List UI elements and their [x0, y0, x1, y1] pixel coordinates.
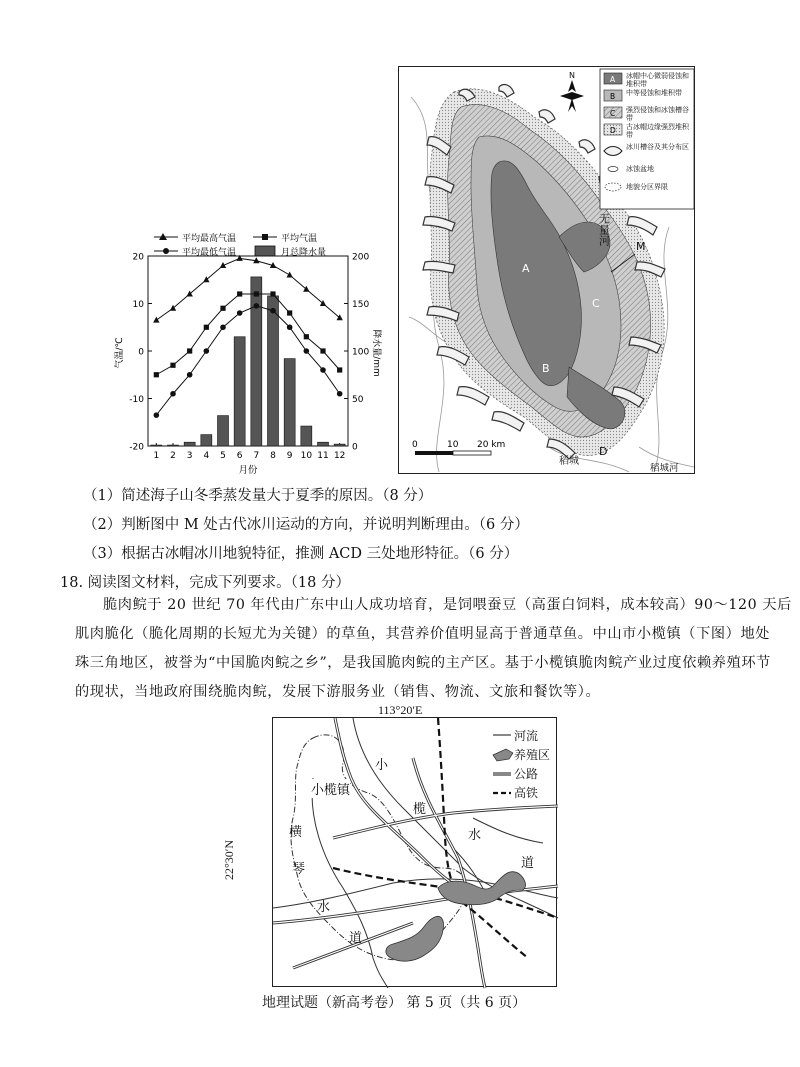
- chart-legend: [154, 232, 326, 258]
- town-map-legend: [493, 735, 513, 793]
- latitude-label: 22°30′N: [222, 839, 236, 880]
- precip-bar: [251, 277, 262, 446]
- month-tick-label: 6: [236, 451, 243, 461]
- temp-lines: [153, 255, 343, 418]
- north-arrow-icon: [560, 71, 584, 112]
- label-a: A: [522, 262, 530, 275]
- temp-point: [204, 325, 209, 330]
- temp-point: [187, 372, 193, 378]
- month-tick-label: 10: [300, 451, 313, 461]
- question-18-material: [75, 591, 792, 707]
- left-tick-label: 20: [132, 252, 144, 263]
- month-tick-label: 11: [317, 451, 329, 461]
- label-river-2: 稻城河: [650, 463, 679, 474]
- temp-point: [170, 391, 176, 397]
- precip-bar: [234, 337, 245, 446]
- svg-text:N: N: [569, 71, 575, 80]
- month-tick-label: 8: [270, 451, 276, 461]
- x-axis-label: 月份: [238, 465, 258, 476]
- right-tick-label: 200: [352, 252, 370, 263]
- temp-point: [286, 272, 292, 278]
- river-label-xl-2: 榄: [413, 802, 427, 817]
- precip-bar: [201, 435, 212, 446]
- temp-line: [156, 306, 339, 415]
- precip-bar: [151, 445, 162, 446]
- temp-point: [186, 291, 192, 297]
- temp-point: [303, 286, 309, 292]
- precip-bar: [218, 416, 229, 446]
- temp-point: [254, 303, 260, 309]
- temp-point: [270, 291, 275, 296]
- question-2: （2）判断图中 M 处古代冰川运动的方向，并说明判断理由。（6 分）: [83, 517, 529, 533]
- left-tick-label: -20: [129, 442, 144, 453]
- svg-text:D: D: [610, 126, 616, 135]
- climate-chart: [108, 225, 381, 485]
- right-tick-label: 100: [352, 347, 370, 358]
- month-tick-label: 2: [170, 451, 176, 461]
- month-tick-label: 1: [153, 451, 160, 461]
- svg-text:20 km: 20 km: [477, 440, 506, 450]
- temp-point: [304, 334, 309, 339]
- temp-point: [187, 348, 192, 353]
- precip-bar: [284, 359, 295, 446]
- temp-point: [320, 348, 325, 353]
- temp-point: [337, 391, 343, 397]
- label-city: 稻城: [559, 456, 579, 467]
- temp-point: [153, 317, 159, 323]
- temp-point: [336, 314, 342, 320]
- legend-avg-temp: 平均气温: [281, 234, 318, 244]
- river-label-xl-4: 道: [521, 856, 535, 871]
- temp-point: [270, 308, 276, 314]
- map-legend-label-basin: 冰蚀盆地: [626, 165, 654, 173]
- temp-point: [320, 367, 326, 373]
- temp-point: [154, 372, 159, 377]
- right-tick-label: 0: [352, 442, 358, 453]
- y-axis-label-right: 降水量/mm: [371, 329, 381, 377]
- material-line-3: 珠三角地区，被誉为“中国脆肉鲩之乡”，是我国脆肉鲩的主产区。基于小榄镇脆肉鲩产业过度依赖养殖环节: [75, 655, 771, 671]
- page-footer: 地理试题（新高考卷） 第 5 页（共 6 页）: [262, 995, 527, 1011]
- left-tick-label: 10: [132, 300, 144, 310]
- temp-point: [204, 348, 210, 354]
- map-legend-label-c: 强烈侵蚀和冰蚀槽谷带: [626, 106, 689, 122]
- month-tick-label: 3: [186, 451, 193, 461]
- river-label-hq-1: 横: [289, 825, 303, 840]
- map-legend-label-d: 古冰帽边缘强烈堆积带: [626, 123, 689, 139]
- month-tick-label: 5: [220, 451, 226, 461]
- longitude-label: 113°20′E: [378, 703, 423, 717]
- temp-point: [220, 324, 226, 330]
- temp-line: [156, 294, 339, 375]
- material-line-2: 肌肉脆化（脆化周期的长短尤为关键）的草鱼，其营养价值明显高于普通草鱼。中山市小榄镇（下图）地处: [75, 626, 771, 642]
- question-1: （1）简述海子山冬季蒸发量大于夏季的原因。（8 分）: [83, 488, 433, 504]
- svg-text:B: B: [610, 92, 616, 101]
- right-tick-label: 150: [352, 300, 370, 310]
- river-label-hq-3: 水: [317, 900, 331, 915]
- question-18-title: 18. 阅读图文材料，完成下列要求。（18 分）: [60, 575, 350, 591]
- town-map: [272, 717, 557, 987]
- svg-text:10: 10: [447, 440, 459, 450]
- precip-bar: [334, 444, 345, 446]
- temp-point: [170, 305, 176, 311]
- temp-point: [320, 300, 326, 306]
- legend-road: 公路: [514, 767, 539, 781]
- legend-max-temp: 平均最高气温: [182, 234, 237, 244]
- glacier-map: [398, 66, 695, 474]
- y-axis-label-left: 气温/℃: [115, 337, 125, 369]
- legend-river: 河流: [514, 729, 539, 743]
- material-line-4: 的现状，当地政府围绕脆肉鲩，发展下游服务业（销售、物流、文旅和餐饮等）。: [75, 684, 601, 700]
- temp-point: [287, 324, 293, 330]
- month-tick-label: 12: [333, 451, 346, 461]
- legend-min-temp: 平均最低气温: [182, 248, 237, 258]
- left-tick-label: -10: [129, 395, 144, 405]
- map-legend-label-b: 中等侵蚀和堆积带: [626, 89, 682, 97]
- temp-point: [237, 291, 242, 296]
- legend-railway: 高铁: [514, 786, 539, 800]
- temp-point: [220, 306, 225, 311]
- river-label-hq-4: 道: [349, 931, 363, 946]
- precip-bar: [301, 426, 312, 446]
- precip-bar: [168, 445, 179, 446]
- month-tick-label: 7: [253, 451, 260, 461]
- label-river-1: 无量河: [597, 213, 611, 246]
- temp-point: [203, 276, 209, 282]
- left-tick-label: 0: [138, 347, 144, 358]
- temp-point: [154, 412, 160, 418]
- right-tick-label: 50: [352, 395, 364, 405]
- month-tick-label: 9: [286, 451, 293, 461]
- breeding-areas: [386, 872, 526, 962]
- legend-breeding-area: 养殖区: [514, 748, 551, 762]
- precip-bar: [184, 442, 195, 446]
- svg-text:0: 0: [412, 440, 418, 450]
- temp-point: [237, 310, 243, 316]
- river-label-xl-3: 水: [468, 828, 482, 843]
- temp-point: [337, 367, 342, 372]
- precip-bar: [318, 442, 329, 446]
- month-tick-label: 4: [203, 451, 210, 461]
- temp-point: [304, 348, 310, 354]
- precip-bar: [268, 296, 279, 446]
- town-name: 小榄镇: [311, 779, 350, 798]
- river-label-xl-1: 小: [375, 758, 389, 773]
- svg-text:A: A: [610, 75, 616, 84]
- map-legend-label-a: 冰帽中心微弱侵蚀和堆积带: [626, 72, 689, 88]
- river-label-hq-2: 琴: [292, 862, 306, 877]
- label-m: M: [636, 240, 646, 253]
- temp-line: [156, 258, 339, 320]
- material-line-1: 脆肉鲩于 20 世纪 70 年代由广东中山人成功培育，是饲喂蚕豆（高蛋白饲料，成本较高）90～120 天后: [103, 597, 792, 613]
- left-axis-ticks: [129, 253, 152, 453]
- legend-precip: 月总降水量: [281, 248, 327, 258]
- label-d: D: [599, 445, 608, 458]
- question-3: （3）根据古冰帽冰川地貌特征，推测 ACD 三处地形特征。（6 分）: [83, 546, 519, 562]
- map-legend-label-boundary: 地貌分区界限: [626, 183, 668, 191]
- scale-bar: [412, 440, 505, 455]
- label-b: B: [542, 362, 550, 375]
- map-legend-label-valley: 冰川槽谷及其分布区: [626, 143, 689, 151]
- label-c: C: [592, 297, 600, 310]
- svg-text:C: C: [610, 109, 616, 118]
- temp-point: [287, 310, 292, 315]
- temp-point: [170, 363, 175, 368]
- temp-point: [254, 291, 259, 296]
